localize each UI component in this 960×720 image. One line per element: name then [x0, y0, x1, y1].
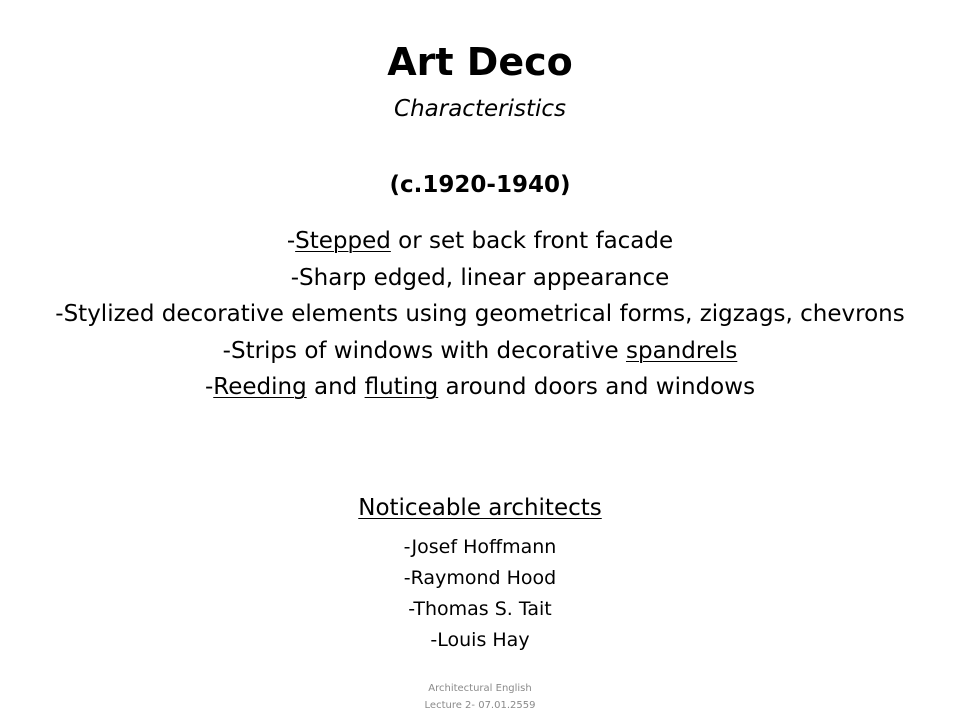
- footer-course: Architectural English: [428, 683, 532, 694]
- characteristic-text: -Stylized decorative elements using geometrical forms, zigzags, chevrons: [55, 301, 905, 327]
- characteristic-text: -Sharp edged, linear appearance: [290, 264, 670, 291]
- underlined-term: Reeding: [213, 374, 307, 400]
- underlined-term: spandrels: [625, 337, 738, 364]
- architect-item: -Josef Hoffmann: [403, 536, 557, 558]
- characteristic-text: around doors and windows: [438, 374, 756, 400]
- architects-list: [0, 532, 960, 656]
- characteristic-text: -Strips of windows with decorative: [222, 337, 626, 364]
- date-range: (c.1920-1940): [389, 172, 571, 198]
- architect-item: -Thomas S. Tait: [408, 598, 552, 620]
- characteristic-item: [40, 296, 920, 333]
- characteristic-item: [40, 260, 920, 297]
- architects-heading: Noticeable architects: [358, 495, 602, 521]
- architect-item: -Raymond Hood: [403, 567, 557, 589]
- architect-item: -Louis Hay: [430, 629, 530, 651]
- slide-footer: [0, 680, 960, 714]
- characteristic-text: or set back front facade: [390, 228, 674, 254]
- underlined-term: Stepped: [295, 228, 391, 254]
- characteristic-text: -: [204, 374, 214, 400]
- characteristic-text: -: [286, 228, 296, 254]
- underlined-term: fluting: [364, 374, 439, 400]
- characteristic-item: [40, 333, 920, 370]
- characteristic-text: and: [306, 374, 365, 400]
- characteristics-list: [40, 223, 920, 406]
- footer-lecture: Lecture 2- 07.01.2559: [424, 700, 536, 711]
- characteristic-item: [40, 369, 920, 406]
- slide-title: Art Deco: [387, 40, 573, 84]
- characteristic-item: [40, 223, 920, 260]
- slide-subtitle: Characteristics: [394, 96, 566, 122]
